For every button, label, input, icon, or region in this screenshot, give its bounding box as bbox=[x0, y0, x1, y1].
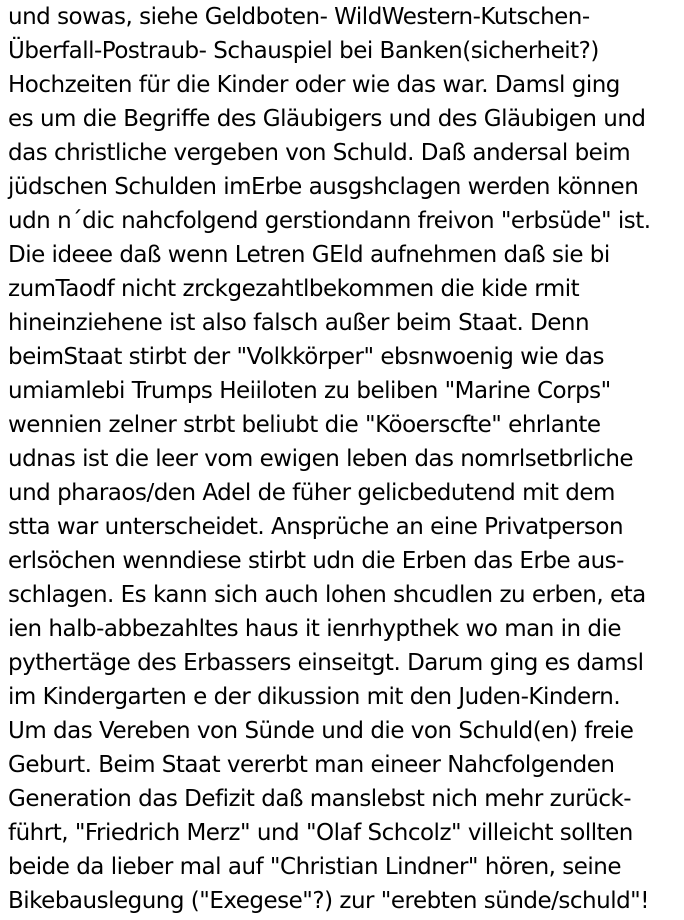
text-line: und sowas, siehe Geldboten- WildWestern-Kutschen- bbox=[8, 4, 590, 30]
text-line: Überfall-Postraub- Schauspiel bei Banken(sicherheit?) bbox=[8, 38, 599, 64]
text-line: jüdschen Schulden imErbe ausgshclagen werden können bbox=[8, 174, 639, 200]
text-line: führt, "Friedrich Merz" und "Olaf Schcolz" villeicht sollten bbox=[8, 820, 633, 846]
text-line: beide da lieber mal auf "Christian Lindner" hören, seine bbox=[8, 854, 622, 880]
text-line: zumTaodf nicht zrckgezahtlbekommen die kide rmit bbox=[8, 276, 580, 302]
text-line: das christliche vergeben von Schuld. Daß andersal beim bbox=[8, 140, 631, 166]
text-line: im Kindergarten e der dikussion mit den Juden-Kindern. bbox=[8, 684, 621, 710]
text-line: hineinziehene ist also falsch außer beim Staat. Denn bbox=[8, 310, 590, 336]
text-line: erlsöchen wenndiese stirbt udn die Erben das Erbe aus- bbox=[8, 548, 624, 574]
text-line: schlagen. Es kann sich auch lohen shcudlen zu erben, eta bbox=[8, 582, 646, 608]
text-line: wennien zelner strbt beliubt die "Köoerscfte" ehrlante bbox=[8, 412, 601, 438]
text-line: Generation das Defizit daß manslebst nich mehr zurück- bbox=[8, 786, 632, 812]
text-line: udnas ist die leer vom ewigen leben das nomrlsetbrliche bbox=[8, 446, 634, 472]
text-line: Um das Vereben von Sünde und die von Schuld(en) freie bbox=[8, 718, 634, 744]
text-line: Geburt. Beim Staat vererbt man eineer Nahcfolgenden bbox=[8, 752, 615, 778]
text-line: stta war unterscheidet. Ansprüche an eine Privatperson bbox=[8, 514, 624, 540]
text-line: udn n´dic nahcfolgend gerstiondann freivon "erbsüde" ist. bbox=[8, 208, 651, 234]
text-line: es um die Begriffe des Gläubigers und des Gläubigen und bbox=[8, 106, 646, 132]
text-line: Hochzeiten für die Kinder oder wie das war. Damsl ging bbox=[8, 72, 620, 98]
text-line: pythertäge des Erbassers einseitgt. Darum ging es damsl bbox=[8, 650, 644, 676]
text-line: Die ideee daß wenn Letren GEld aufnehmen daß sie bi bbox=[8, 242, 610, 268]
text-line: und pharaos/den Adel de füher gelicbedutend mit dem bbox=[8, 480, 615, 506]
text-line: Bikebauslegung ("Exegese"?) zur "erebten sünde/schuld"! bbox=[8, 888, 649, 914]
text-line: umiamlebi Trumps Heiiloten zu beliben "Marine Corps" bbox=[8, 378, 611, 404]
text-line: beimStaat stirbt der "Volkkörper" ebsnwoenig wie das bbox=[8, 344, 604, 370]
text-line: ien halb-abbezahltes haus it ienrhypthek wo man in die bbox=[8, 616, 622, 642]
